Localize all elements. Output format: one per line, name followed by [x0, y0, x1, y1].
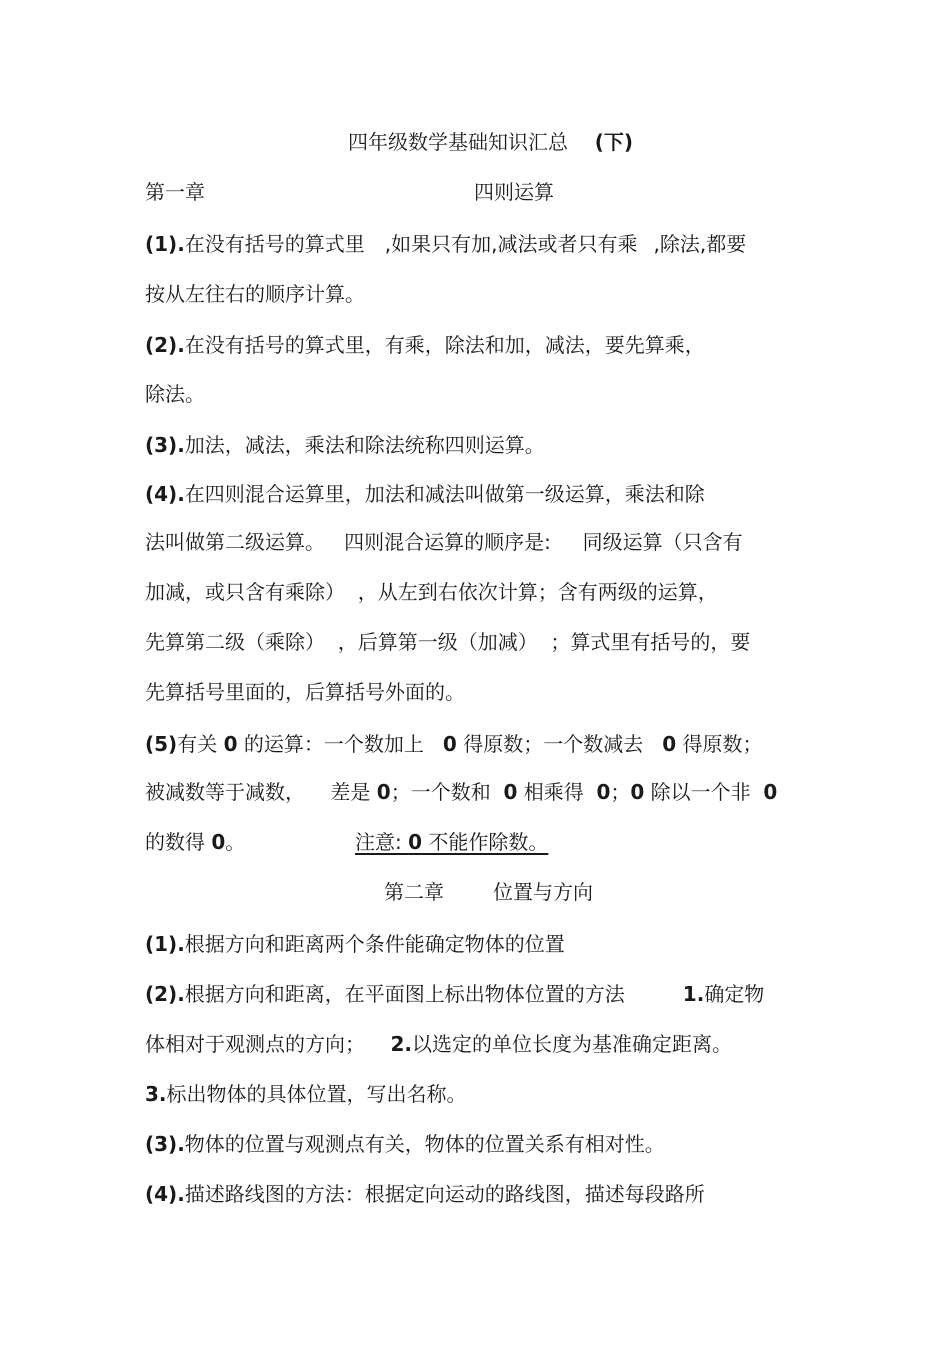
- s1-item-5-line-1: (5)有关 0 的运算：一个数加上 0 得原数；一个数减去 0 得原数；: [145, 732, 763, 756]
- s1-item-4-line-3: 加减，或只含有乘除） ，从左到右依次计算；含有两级的运算，: [145, 580, 718, 604]
- chapter-2-name: 位置与方向: [493, 880, 593, 904]
- s2-item-2-line-2: 体相对于观测点的方向； 2.以选定的单位长度为基准确定距离。: [145, 1032, 732, 1056]
- s1-item-2-line-2: 除法。: [145, 382, 205, 406]
- chapter-2-label: 第二章: [384, 880, 444, 904]
- s1-item-1-line-2: 按从左往右的顺序计算。: [145, 282, 365, 306]
- s1-item-2-line-1: (2).在没有括号的算式里，有乘，除法和加，减法，要先算乘，: [145, 333, 705, 357]
- chapter-1-name: 四则运算: [474, 180, 554, 204]
- s2-item-2-line-3: 3.标出物体的具体位置，写出名称。: [145, 1082, 467, 1106]
- s2-item-2-line-1: (2).根据方向和距离，在平面图上标出物体位置的方法 1.确定物: [145, 982, 765, 1006]
- s1-item-4-line-5: 先算括号里面的，后算括号外面的。: [145, 680, 465, 704]
- s2-item-4-line-1: (4).描述路线图的方法：根据定向运动的路线图，描述每段路所: [145, 1182, 705, 1206]
- s1-item-1-line-1: (1).在没有括号的算式里 ,如果只有加,减法或者只有乘 ,除法,都要: [145, 232, 747, 256]
- s2-item-3-line-1: (3).物体的位置与观测点有关，物体的位置关系有相对性。: [145, 1132, 665, 1156]
- chapter-1-label: 第一章: [145, 180, 205, 204]
- s1-item-3-line-1: (3).加法，减法，乘法和除法统称四则运算。: [145, 433, 545, 457]
- s1-item-5-line-3: 的数得 0。: [145, 830, 246, 854]
- s1-item-4-line-2: 法叫做第二级运算。 四则混合运算的顺序是: 同级运算（只含有: [145, 530, 743, 554]
- s1-note: 注意: 0 不能作除数。: [355, 830, 549, 854]
- doc-title: 四年级数学基础知识汇总 (下): [348, 130, 633, 154]
- s2-item-1-line-1: (1).根据方向和距离两个条件能确定物体的位置: [145, 932, 565, 956]
- s1-item-4-line-1: (4).在四则混合运算里，加法和减法叫做第一级运算，乘法和除: [145, 482, 705, 506]
- s1-item-5-line-2: 被减数等于减数， 差是 0；一个数和 0 相乘得 0；0 除以一个非 0: [145, 780, 778, 804]
- s1-item-4-line-4: 先算第二级（乘除） ，后算第一级（加减） ；算式里有括号的，要: [145, 630, 751, 654]
